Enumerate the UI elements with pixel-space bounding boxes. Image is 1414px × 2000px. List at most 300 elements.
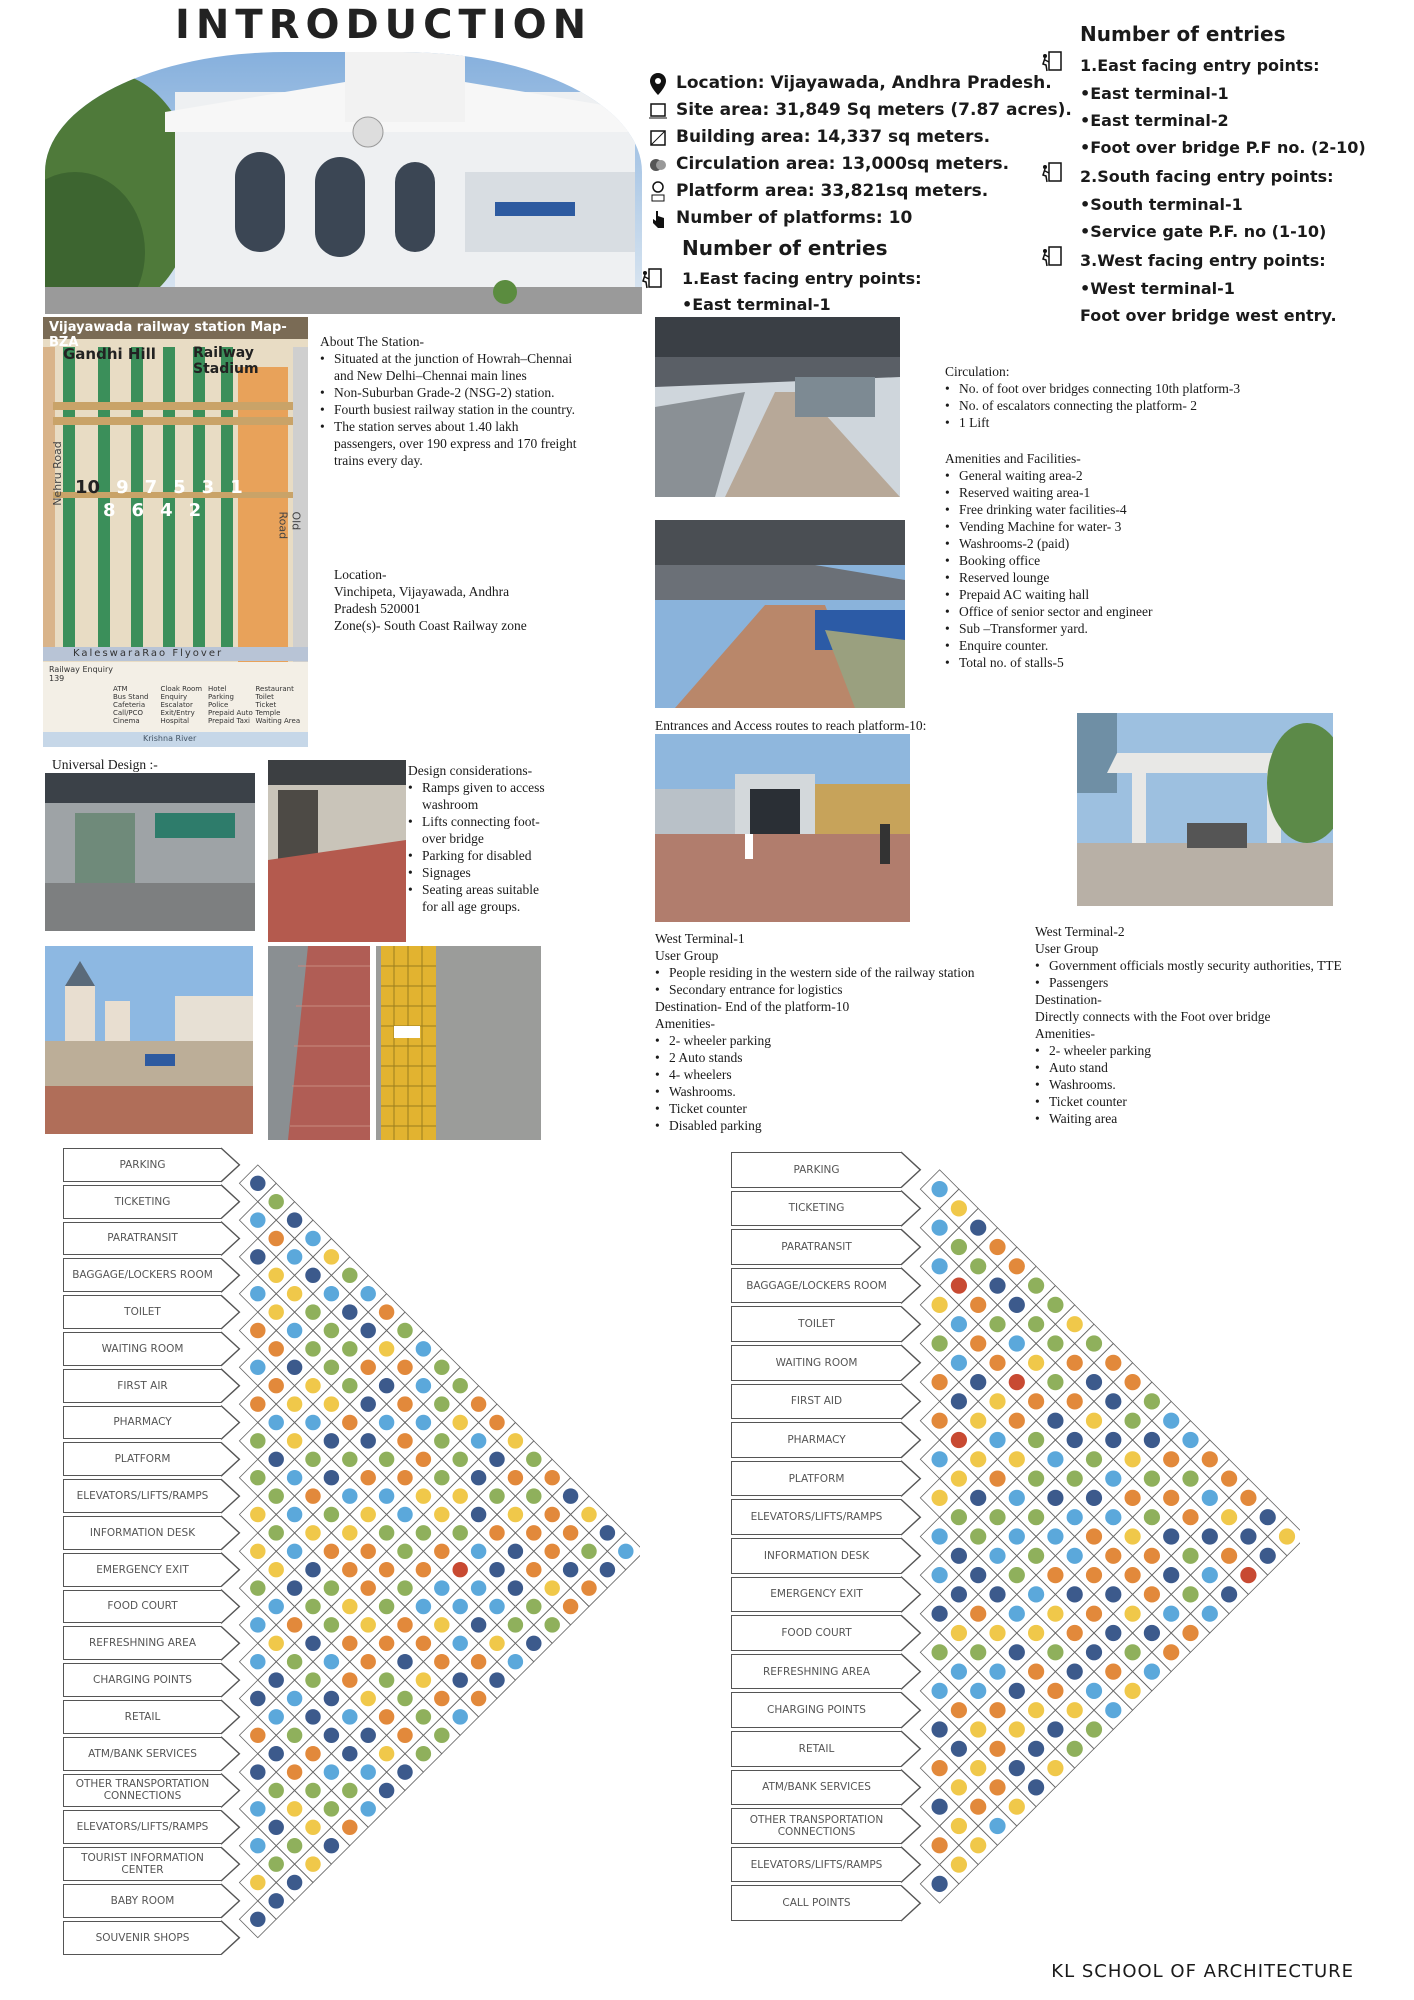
design-item: • Seating areas suitable for all age groups. bbox=[408, 881, 553, 915]
matrix-dot bbox=[1028, 1355, 1044, 1371]
station-photo bbox=[45, 52, 642, 314]
matrix-dot bbox=[1182, 1586, 1198, 1602]
matrix-label-tip bbox=[901, 1808, 920, 1844]
matrix-dot bbox=[250, 1912, 265, 1927]
matrix-dot bbox=[1202, 1528, 1218, 1544]
matrix-dot bbox=[1105, 1548, 1121, 1564]
matrix-dot bbox=[287, 1212, 302, 1227]
about-item: • The station serves about 1.40 lakh passengers, over 190 express and 170 freight trains every day. bbox=[320, 418, 580, 469]
matrix-dot bbox=[250, 1544, 265, 1559]
matrix-dot bbox=[1067, 1702, 1083, 1718]
matrix-dot bbox=[250, 1654, 265, 1669]
matrix-label-tip bbox=[221, 1663, 239, 1697]
map-enquiry-label: Railway Enquiry bbox=[49, 665, 113, 674]
matrix-dot bbox=[1240, 1567, 1256, 1583]
matrix-dot bbox=[287, 1691, 302, 1706]
wt2-amenity: • Auto stand bbox=[1035, 1059, 1400, 1076]
matrix-dot bbox=[508, 1433, 523, 1448]
matrix-dot bbox=[379, 1525, 394, 1540]
matrix-dot bbox=[1086, 1721, 1102, 1737]
matrix-dot bbox=[452, 1709, 467, 1724]
matrix-dot bbox=[970, 1721, 986, 1737]
matrix-label-tip bbox=[221, 1737, 239, 1771]
matrix-dot bbox=[1144, 1625, 1160, 1641]
matrix-dot bbox=[268, 1672, 283, 1687]
matrix-dot bbox=[250, 1433, 265, 1448]
map-platform-number: 5 bbox=[173, 477, 186, 498]
matrix-dot bbox=[563, 1525, 578, 1540]
matrix-dot bbox=[287, 1728, 302, 1743]
circulation-item: • No. of foot over bridges connecting 10th platform-3 bbox=[945, 380, 1265, 397]
matrix-dot bbox=[1182, 1625, 1198, 1641]
matrix-dot bbox=[416, 1525, 431, 1540]
footer-school: KL SCHOOL OF ARCHITECTURE bbox=[1051, 1961, 1354, 1982]
matrix-dot bbox=[970, 1837, 986, 1853]
matrix-dot bbox=[989, 1393, 1005, 1409]
matrix-dot bbox=[471, 1617, 486, 1632]
matrix-dot bbox=[951, 1586, 967, 1602]
wt2-amenity: • Ticket counter bbox=[1035, 1093, 1400, 1110]
west-terminal-1-photo bbox=[655, 734, 910, 922]
entries-right-line: •Service gate P.F. no (1-10) bbox=[1080, 222, 1327, 241]
amenity-item: • Prepaid AC waiting hall bbox=[945, 586, 1265, 603]
matrix-dot bbox=[434, 1544, 449, 1559]
matrix-dot bbox=[397, 1580, 412, 1595]
about-heading: About The Station- bbox=[320, 334, 424, 349]
matrix-dot bbox=[970, 1413, 986, 1429]
matrix-dot bbox=[268, 1341, 283, 1356]
amenity-item: • Reserved lounge bbox=[945, 569, 1265, 586]
matrix-dot bbox=[989, 1432, 1005, 1448]
matrix-label-tip bbox=[901, 1538, 920, 1574]
matrix-dot bbox=[1202, 1451, 1218, 1467]
matrix-dot bbox=[951, 1470, 967, 1486]
matrix-dot bbox=[1009, 1258, 1025, 1274]
matrix-dot bbox=[989, 1548, 1005, 1564]
matrix-dot bbox=[452, 1488, 467, 1503]
wt1-amenity: • Washrooms. bbox=[655, 1083, 1035, 1100]
about-item: • Situated at the junction of Howrah–Chennai and New Delhi–Chennai main lines bbox=[320, 350, 580, 384]
circulation-item: • 1 Lift bbox=[945, 414, 1265, 431]
circulation-item: • No. of escalators connecting the platform- 2 bbox=[945, 397, 1265, 414]
matrix-label-tip bbox=[901, 1654, 920, 1690]
matrix-label-tip bbox=[901, 1191, 920, 1227]
matrix-label: PHARMACY bbox=[731, 1422, 901, 1458]
matrix-dot bbox=[305, 1525, 320, 1540]
matrix-dot bbox=[379, 1415, 394, 1430]
matrix-dot bbox=[951, 1779, 967, 1795]
matrix-dot bbox=[324, 1396, 339, 1411]
matrix-dot bbox=[1105, 1625, 1121, 1641]
matrix-dot bbox=[1067, 1625, 1083, 1641]
matrix-dot bbox=[1028, 1432, 1044, 1448]
matrix-dot bbox=[1028, 1509, 1044, 1525]
matrix-dot bbox=[416, 1636, 431, 1651]
matrix-label-tip bbox=[221, 1921, 239, 1955]
matrix-dot bbox=[951, 1856, 967, 1872]
matrix-dot bbox=[324, 1691, 339, 1706]
matrix-dot bbox=[489, 1415, 504, 1430]
matrix-dot bbox=[1047, 1297, 1063, 1313]
matrix-dot bbox=[970, 1490, 986, 1506]
matrix-dot bbox=[563, 1488, 578, 1503]
matrix-dot bbox=[970, 1220, 986, 1236]
matrix-dot bbox=[360, 1433, 375, 1448]
matrix-dot bbox=[268, 1820, 283, 1835]
matrix-dot bbox=[250, 1360, 265, 1375]
matrix-dot bbox=[1067, 1432, 1083, 1448]
wt2-amenity: • Waiting area bbox=[1035, 1110, 1400, 1127]
matrix-dot bbox=[1028, 1663, 1044, 1679]
matrix-label-tip bbox=[901, 1731, 920, 1767]
amenity-item: • Office of senior sector and engineer bbox=[945, 603, 1265, 620]
matrix-label: OTHER TRANSPORTATION CONNECTIONS bbox=[63, 1774, 221, 1808]
west-terminal-2-photo bbox=[1077, 713, 1333, 906]
matrix-dot bbox=[397, 1470, 412, 1485]
matrix-dot bbox=[452, 1415, 467, 1430]
matrix-dot bbox=[305, 1562, 320, 1577]
matrix-dot bbox=[951, 1355, 967, 1371]
matrix-dot bbox=[989, 1663, 1005, 1679]
matrix-dot bbox=[1163, 1413, 1179, 1429]
matrix-dot bbox=[471, 1507, 486, 1522]
matrix-dot bbox=[1047, 1413, 1063, 1429]
ud-photo-5 bbox=[376, 946, 541, 1140]
wt1-amenity: • Disabled parking bbox=[655, 1117, 1035, 1134]
matrix-dot bbox=[250, 1323, 265, 1338]
matrix-dot bbox=[268, 1304, 283, 1319]
entries-left-item: •East terminal-1 bbox=[682, 295, 831, 314]
matrix-dot bbox=[268, 1378, 283, 1393]
matrix-dot bbox=[397, 1728, 412, 1743]
matrix-dot bbox=[268, 1525, 283, 1540]
matrix-dot bbox=[1028, 1779, 1044, 1795]
matrix-label: BAGGAGE/LOCKERS ROOM bbox=[731, 1268, 901, 1304]
matrix-dot bbox=[305, 1268, 320, 1283]
matrix-dot bbox=[1144, 1470, 1160, 1486]
matrix-label-tip bbox=[901, 1461, 920, 1497]
matrix-dot bbox=[1047, 1644, 1063, 1660]
matrix-label-tip bbox=[221, 1553, 239, 1587]
matrix-dot bbox=[324, 1728, 339, 1743]
matrix-dot bbox=[1182, 1509, 1198, 1525]
amenity-item: • Enquire counter. bbox=[945, 637, 1265, 654]
matrix-dot bbox=[342, 1525, 357, 1540]
matrix-dot bbox=[397, 1507, 412, 1522]
matrix-dot bbox=[1047, 1490, 1063, 1506]
matrix-dot bbox=[360, 1654, 375, 1669]
matrix-label-tip bbox=[221, 1700, 239, 1734]
building-area-icon bbox=[640, 129, 676, 147]
matrix-label-tip bbox=[221, 1185, 239, 1219]
matrix-dot bbox=[379, 1636, 394, 1651]
matrix-dot bbox=[989, 1741, 1005, 1757]
matrix-dot bbox=[1086, 1490, 1102, 1506]
matrix-dot bbox=[1124, 1567, 1140, 1583]
matrix-dot bbox=[1144, 1548, 1160, 1564]
matrix-label: EMERGENCY EXIT bbox=[63, 1553, 221, 1587]
matrix-dot bbox=[970, 1335, 986, 1351]
matrix-dot bbox=[287, 1360, 302, 1375]
matrix-dot bbox=[1182, 1548, 1198, 1564]
site-area-icon bbox=[640, 102, 676, 120]
matrix-dot bbox=[305, 1746, 320, 1761]
matrix-dot bbox=[287, 1249, 302, 1264]
entries-right-line: •East terminal-1 bbox=[1080, 84, 1229, 103]
matrix-dot bbox=[250, 1728, 265, 1743]
matrix-dot bbox=[360, 1470, 375, 1485]
matrix-dot bbox=[287, 1507, 302, 1522]
matrix-dot bbox=[434, 1617, 449, 1632]
matrix-dot bbox=[471, 1433, 486, 1448]
matrix-dot bbox=[508, 1580, 523, 1595]
amenity-item: • Vending Machine for water- 3 bbox=[945, 518, 1265, 535]
matrix-label: FIRST AIR bbox=[63, 1369, 221, 1403]
entries-left-heading: Number of entries bbox=[682, 236, 888, 260]
matrix-dot bbox=[989, 1779, 1005, 1795]
matrix-dot bbox=[397, 1396, 412, 1411]
matrix-dot bbox=[305, 1341, 320, 1356]
matrix-dot bbox=[416, 1672, 431, 1687]
map-road-right: Old Road bbox=[276, 511, 303, 540]
matrix-dot bbox=[1202, 1567, 1218, 1583]
matrix-dot bbox=[544, 1470, 559, 1485]
matrix-dot bbox=[305, 1304, 320, 1319]
matrix-dot bbox=[379, 1709, 394, 1724]
matrix-dot bbox=[1240, 1490, 1256, 1506]
matrix-dot bbox=[1163, 1567, 1179, 1583]
wt2-user: • Passengers bbox=[1035, 974, 1400, 991]
matrix-dot bbox=[931, 1490, 947, 1506]
matrix-dot bbox=[931, 1220, 947, 1236]
matrix-dot bbox=[452, 1452, 467, 1467]
matrix-dot bbox=[989, 1586, 1005, 1602]
entry-door-icon bbox=[1040, 245, 1080, 275]
matrix-dot bbox=[268, 1488, 283, 1503]
matrix-label-tip bbox=[221, 1884, 239, 1918]
map-legend-item: Bus Stand bbox=[113, 693, 149, 701]
matrix-dot bbox=[951, 1509, 967, 1525]
matrix-label: TOILET bbox=[63, 1295, 221, 1329]
matrix-dot bbox=[951, 1548, 967, 1564]
matrix-dot bbox=[324, 1617, 339, 1632]
matrix-dot bbox=[287, 1875, 302, 1890]
matrix-dot bbox=[1124, 1644, 1140, 1660]
matrix-dot bbox=[342, 1415, 357, 1430]
circulation-block bbox=[945, 363, 1265, 431]
matrix-dot bbox=[581, 1580, 596, 1595]
matrix-dot bbox=[1221, 1509, 1237, 1525]
matrix-label-tip bbox=[221, 1222, 239, 1256]
matrix-dot bbox=[489, 1636, 504, 1651]
matrix-dot bbox=[1144, 1509, 1160, 1525]
matrix-dot bbox=[1260, 1548, 1276, 1564]
matrix-dot bbox=[287, 1323, 302, 1338]
map-platform-number: 9 bbox=[116, 477, 129, 498]
matrix-dot bbox=[951, 1663, 967, 1679]
matrix-label-tip bbox=[901, 1384, 920, 1420]
matrix-label: TOILET bbox=[731, 1306, 901, 1342]
matrix-dot bbox=[1124, 1490, 1140, 1506]
matrix-dot bbox=[360, 1764, 375, 1779]
matrix-dot bbox=[1086, 1374, 1102, 1390]
map-legend-item: Waiting Area bbox=[255, 717, 301, 725]
matrix-dot bbox=[416, 1709, 431, 1724]
map-platform-numbers bbox=[75, 477, 245, 521]
matrix-dot bbox=[526, 1599, 541, 1614]
matrix-dot bbox=[324, 1470, 339, 1485]
matrix-dot bbox=[1163, 1451, 1179, 1467]
matrix-dot bbox=[268, 1268, 283, 1283]
matrix-dot bbox=[360, 1507, 375, 1522]
map-legend-item: Ticket bbox=[255, 701, 277, 709]
matrix-dot bbox=[379, 1783, 394, 1798]
matrix-dot bbox=[268, 1415, 283, 1430]
matrix-dot bbox=[452, 1525, 467, 1540]
matrix-label: CALL POINTS bbox=[731, 1885, 901, 1921]
matrix-dot bbox=[970, 1760, 986, 1776]
matrix-label: CHARGING POINTS bbox=[731, 1692, 901, 1728]
matrix-dot bbox=[989, 1702, 1005, 1718]
matrix-dot bbox=[397, 1544, 412, 1559]
matrix-dot bbox=[1067, 1316, 1083, 1332]
matrix-label-tip bbox=[221, 1332, 239, 1366]
matrix-dot bbox=[1279, 1528, 1295, 1544]
matrix-dot bbox=[342, 1599, 357, 1614]
matrix-dot bbox=[970, 1644, 986, 1660]
matrix-dot bbox=[489, 1488, 504, 1503]
matrix-dot bbox=[1047, 1567, 1063, 1583]
matrix-dot bbox=[1009, 1721, 1025, 1737]
matrix-label-tip bbox=[901, 1345, 920, 1381]
matrix-dot bbox=[1028, 1548, 1044, 1564]
matrix-dot bbox=[989, 1355, 1005, 1371]
matrix-dot bbox=[324, 1507, 339, 1522]
map-platform-number: 3 bbox=[201, 477, 215, 498]
matrix-dot bbox=[268, 1194, 283, 1209]
matrix-dot bbox=[342, 1783, 357, 1798]
matrix-dot bbox=[324, 1360, 339, 1375]
matrix-label-tip bbox=[221, 1148, 239, 1182]
matrix-label: WAITING ROOM bbox=[63, 1332, 221, 1366]
matrix-dot bbox=[1028, 1277, 1044, 1293]
matrix-dot bbox=[1067, 1470, 1083, 1486]
matrix-dot bbox=[526, 1636, 541, 1651]
info-platform-count: Number of platforms: 10 bbox=[640, 205, 1072, 232]
entrances-heading: Entrances and Access routes to reach platform-10: bbox=[655, 718, 927, 733]
matrix-dot bbox=[416, 1415, 431, 1430]
matrix-dot bbox=[434, 1433, 449, 1448]
matrix-dot bbox=[416, 1488, 431, 1503]
matrix-dot bbox=[324, 1580, 339, 1595]
amenities-heading: Amenities and Facilities- bbox=[945, 451, 1081, 466]
location-address: Vinchipeta, Vijayawada, Andhra Pradesh 520001 bbox=[334, 584, 510, 616]
matrix-dot bbox=[989, 1818, 1005, 1834]
entries-right-line: •East terminal-2 bbox=[1080, 111, 1229, 130]
wt2-destination-heading: Destination- bbox=[1035, 992, 1102, 1007]
matrix-dot bbox=[305, 1415, 320, 1430]
map-platform-number: 7 bbox=[144, 477, 158, 498]
matrix-dot bbox=[1009, 1799, 1025, 1815]
wt1-user: • People residing in the western side of the railway station bbox=[655, 964, 1035, 981]
matrix-label-tip bbox=[221, 1810, 239, 1844]
matrix-dot bbox=[287, 1433, 302, 1448]
matrix-dot bbox=[1047, 1760, 1063, 1776]
matrix-label-tip bbox=[901, 1885, 920, 1921]
matrix-dot bbox=[1163, 1606, 1179, 1622]
entries-right-line: •Foot over bridge P.F no. (2-10) bbox=[1080, 138, 1366, 157]
map-legend-item: Cloak Room bbox=[160, 685, 203, 693]
map-platform-number: 1 bbox=[230, 477, 243, 498]
matrix-dot bbox=[1221, 1586, 1237, 1602]
matrix-dot bbox=[379, 1452, 394, 1467]
matrix-dot bbox=[1105, 1355, 1121, 1371]
matrix-dot bbox=[342, 1304, 357, 1319]
matrix-dot bbox=[324, 1249, 339, 1264]
map-legend-item: Police bbox=[208, 701, 229, 709]
map-legend-item: Cinema bbox=[113, 717, 140, 725]
matrix-dot bbox=[360, 1691, 375, 1706]
design-item: • Signages bbox=[408, 864, 553, 881]
matrix-label-tip bbox=[901, 1615, 920, 1651]
matrix-dot bbox=[1221, 1548, 1237, 1564]
info-platform-area: Platform area: 33,821sq meters. bbox=[640, 178, 1072, 205]
matrix-dot bbox=[951, 1393, 967, 1409]
matrix-dot bbox=[434, 1728, 449, 1743]
matrix-dot bbox=[250, 1764, 265, 1779]
matrix-label: REFRESHNING AREA bbox=[731, 1654, 901, 1690]
matrix-label-tip bbox=[221, 1295, 239, 1329]
wt1-user: • Secondary entrance for logistics bbox=[655, 981, 1035, 998]
matrix-label: OTHER TRANSPORTATION CONNECTIONS bbox=[731, 1808, 901, 1844]
matrix-dot bbox=[434, 1360, 449, 1375]
matrix-dot bbox=[1009, 1644, 1025, 1660]
wt2-destination: Directly connects with the Foot over bridge bbox=[1035, 1009, 1271, 1024]
map-gandhi-hill: Gandhi Hill bbox=[63, 345, 156, 363]
amenity-item: • Free drinking water facilities-4 bbox=[945, 501, 1265, 518]
entries-right-line: •South terminal-1 bbox=[1080, 195, 1243, 214]
matrix-dot bbox=[1028, 1625, 1044, 1641]
matrix-dot bbox=[268, 1746, 283, 1761]
matrix-dot bbox=[931, 1451, 947, 1467]
matrix-dot bbox=[287, 1396, 302, 1411]
matrix-dot bbox=[1124, 1528, 1140, 1544]
matrix-dot bbox=[931, 1181, 947, 1197]
matrix-dot bbox=[416, 1562, 431, 1577]
matrix-dot bbox=[1028, 1586, 1044, 1602]
matrix-dot bbox=[1086, 1644, 1102, 1660]
matrix-dot bbox=[951, 1432, 967, 1448]
matrix-dot bbox=[1221, 1470, 1237, 1486]
matrix-dot bbox=[1086, 1567, 1102, 1583]
matrix-label-tip bbox=[901, 1229, 920, 1265]
location-heading: Location- bbox=[334, 567, 387, 582]
matrix-dot bbox=[434, 1507, 449, 1522]
matrix-dot bbox=[397, 1654, 412, 1669]
matrix-dot bbox=[287, 1580, 302, 1595]
map-road-left: Nehru Road bbox=[50, 441, 64, 506]
matrix-dot bbox=[1009, 1683, 1025, 1699]
matrix-dot bbox=[970, 1528, 986, 1544]
matrix-label-tip bbox=[221, 1369, 239, 1403]
location-block bbox=[334, 566, 544, 634]
matrix-dot bbox=[1028, 1316, 1044, 1332]
matrix-dot bbox=[360, 1544, 375, 1559]
matrix-dot bbox=[1028, 1393, 1044, 1409]
entries-right-line: Foot over bridge west entry. bbox=[1080, 306, 1337, 325]
matrix-dot bbox=[342, 1562, 357, 1577]
west-terminal-2 bbox=[1035, 923, 1400, 1127]
